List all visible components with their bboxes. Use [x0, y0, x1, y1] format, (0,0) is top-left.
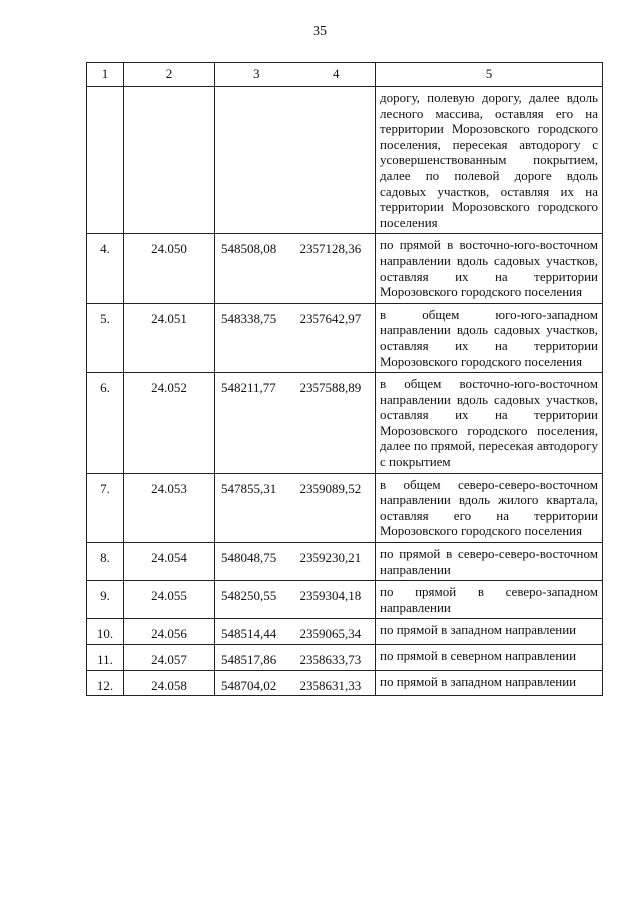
- y-coordinate-cell: 2359304,18: [298, 581, 376, 619]
- boundary-description-cell: дорогу, полевую дорогу, далее вдоль лесного массива, оставляя его на территории Морозовского городского поселения, пересекая автодорогу с усовершенствованным покрытием, далее по полевой дороге вдоль садовых участков, оставляя их на территории Морозовского городского поселения: [376, 87, 603, 234]
- x-coordinate-cell: 548517,86: [215, 645, 298, 671]
- point-code-cell: 24.053: [124, 473, 215, 542]
- x-coordinate-cell: 548704,02: [215, 670, 298, 696]
- x-coordinate-cell: 548211,77: [215, 373, 298, 474]
- table-row: [87, 581, 603, 619]
- point-number-cell: 6.: [87, 373, 124, 474]
- y-coordinate-cell: 2359230,21: [298, 543, 376, 581]
- boundary-description-cell: по прямой в западном направлении: [376, 619, 603, 645]
- point-number-cell: 5.: [87, 303, 124, 372]
- y-coordinate-cell: 2358633,73: [298, 645, 376, 671]
- x-coordinate-cell: 548338,75: [215, 303, 298, 372]
- point-number-cell: 8.: [87, 543, 124, 581]
- table-body: [87, 87, 603, 696]
- column-header-1: 1: [87, 63, 124, 87]
- point-number-cell: 11.: [87, 645, 124, 671]
- boundary-description-cell: по прямой в северо-западном направлении: [376, 581, 603, 619]
- boundary-description-cell: в общем юго-юго-западном направлении вдоль садовых участков, оставляя их на территории Морозовского городского поселения: [376, 303, 603, 372]
- table-row: [87, 473, 603, 542]
- point-code-cell: 24.052: [124, 373, 215, 474]
- x-coordinate-cell: 547855,31: [215, 473, 298, 542]
- column-header-3: 3: [215, 63, 298, 87]
- point-number-cell: 7.: [87, 473, 124, 542]
- point-code-cell: 24.050: [124, 234, 215, 303]
- point-code-cell: 24.058: [124, 670, 215, 696]
- point-number-cell: 9.: [87, 581, 124, 619]
- boundary-table: [86, 62, 603, 696]
- table-header-row: [87, 63, 603, 87]
- point-code-cell: [124, 87, 215, 234]
- x-coordinate-cell: 548514,44: [215, 619, 298, 645]
- boundary-description-cell: по прямой в северном направлении: [376, 645, 603, 671]
- x-coordinate-cell: [215, 87, 298, 234]
- y-coordinate-cell: 2359065,34: [298, 619, 376, 645]
- point-number-cell: 12.: [87, 670, 124, 696]
- table-row: [87, 670, 603, 696]
- table-row: [87, 543, 603, 581]
- point-number-cell: [87, 87, 124, 234]
- boundary-description-cell: в общем северо-северо-восточном направлении вдоль жилого квартала, оставляя его на территории Морозовского городского поселения: [376, 473, 603, 542]
- table-row: [87, 87, 603, 234]
- table-row: [87, 645, 603, 671]
- x-coordinate-cell: 548048,75: [215, 543, 298, 581]
- point-number-cell: 4.: [87, 234, 124, 303]
- table-row: [87, 234, 603, 303]
- x-coordinate-cell: 548508,08: [215, 234, 298, 303]
- point-code-cell: 24.054: [124, 543, 215, 581]
- boundary-description-cell: в общем восточно-юго-восточном направлении вдоль садовых участков, оставляя их на территории Морозовского городского поселения, далее по прямой, пересекая автодорогу с покрытием: [376, 373, 603, 474]
- column-header-4: 4: [298, 63, 376, 87]
- y-coordinate-cell: [298, 87, 376, 234]
- column-header-5: 5: [376, 63, 603, 87]
- column-header-2: 2: [124, 63, 215, 87]
- page-number: 35: [313, 24, 327, 39]
- y-coordinate-cell: 2357642,97: [298, 303, 376, 372]
- y-coordinate-cell: 2357588,89: [298, 373, 376, 474]
- y-coordinate-cell: 2357128,36: [298, 234, 376, 303]
- boundary-description-cell: по прямой в восточно-юго-восточном направлении вдоль садовых участков, оставляя их на территории Морозовского городского поселения: [376, 234, 603, 303]
- point-code-cell: 24.051: [124, 303, 215, 372]
- table-row: [87, 373, 603, 474]
- table-row: [87, 303, 603, 372]
- y-coordinate-cell: 2358631,33: [298, 670, 376, 696]
- boundary-description-cell: по прямой в северо-северо-восточном направлении: [376, 543, 603, 581]
- x-coordinate-cell: 548250,55: [215, 581, 298, 619]
- y-coordinate-cell: 2359089,52: [298, 473, 376, 542]
- table-row: [87, 619, 603, 645]
- point-number-cell: 10.: [87, 619, 124, 645]
- boundary-description-cell: по прямой в западном направлении: [376, 670, 603, 696]
- point-code-cell: 24.057: [124, 645, 215, 671]
- point-code-cell: 24.055: [124, 581, 215, 619]
- point-code-cell: 24.056: [124, 619, 215, 645]
